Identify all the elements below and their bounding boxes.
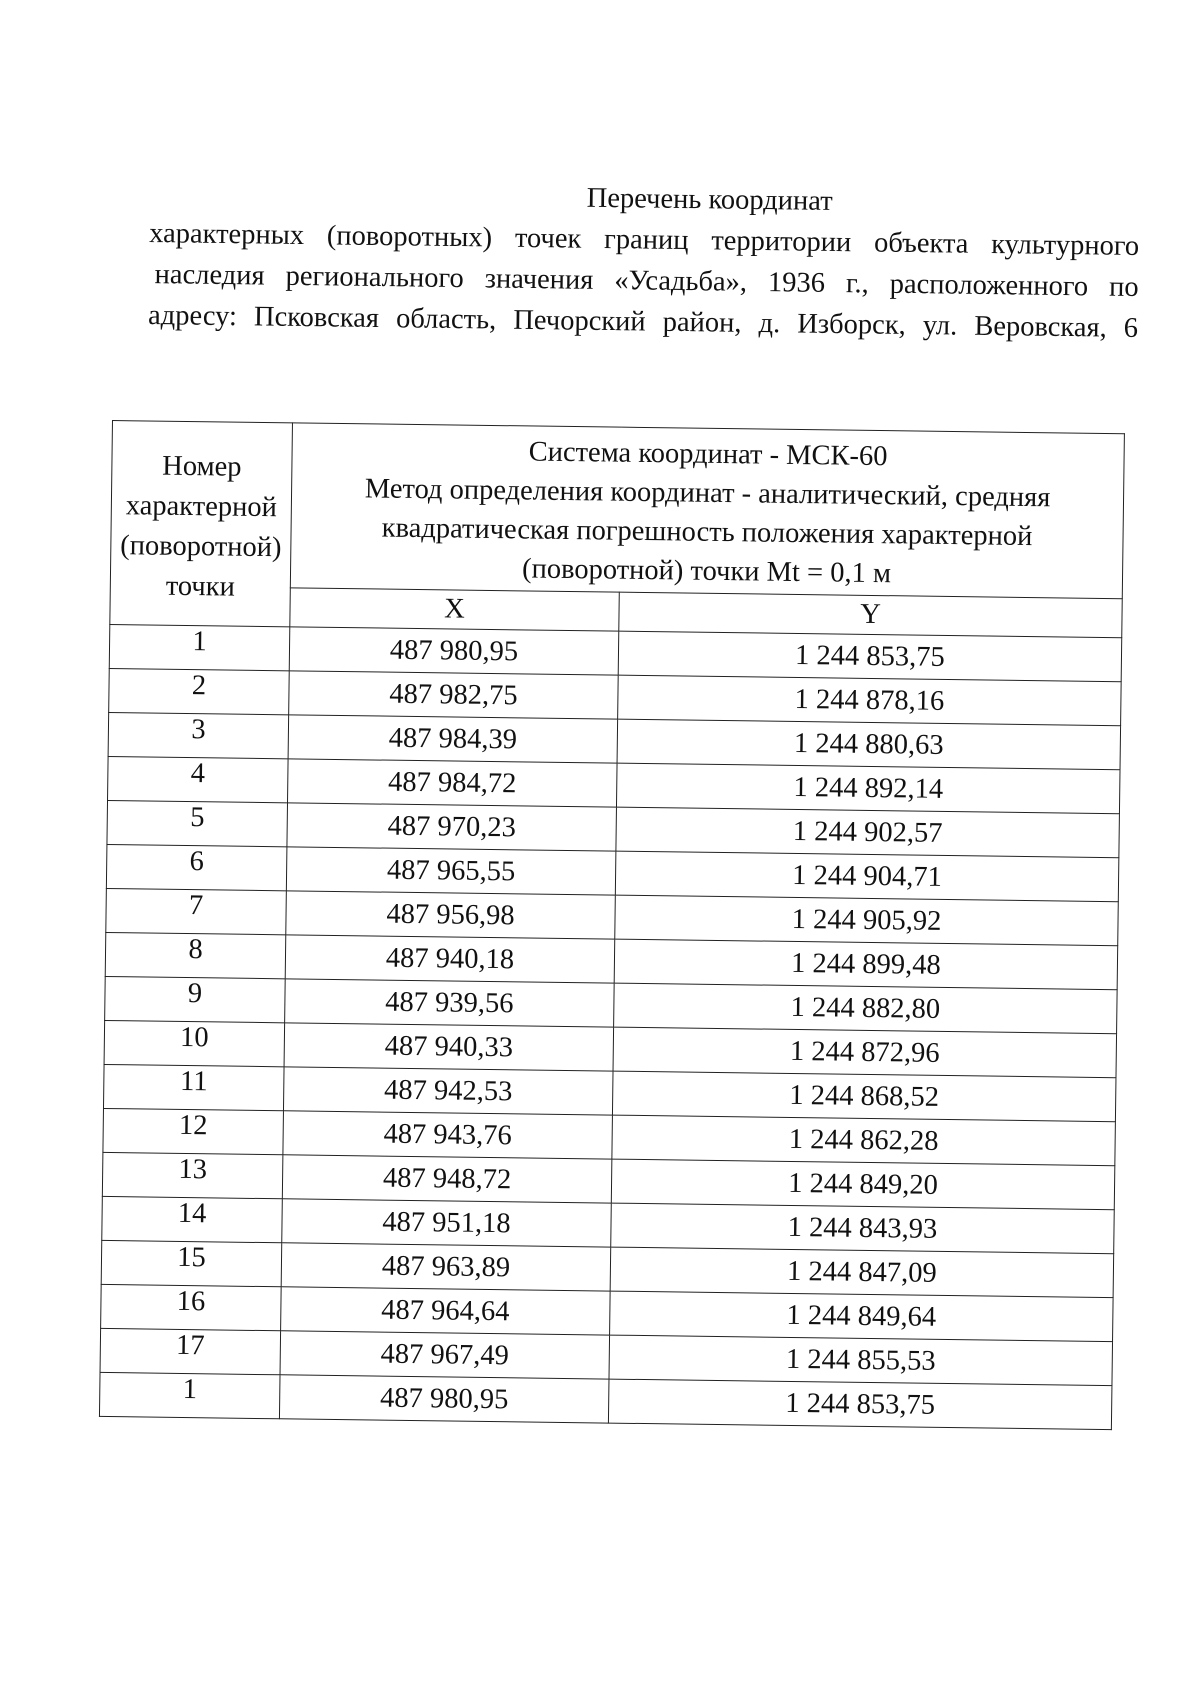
point-number-cell: 8 [105,932,286,978]
point-number-cell: 10 [104,1020,285,1066]
x-coordinate-cell: 487 984,72 [288,759,618,807]
y-coordinate-cell: 1 244 878,16 [618,675,1122,726]
point-number-cell: 3 [108,712,289,758]
coordinates-body [99,624,1121,1429]
x-coordinate-cell: 487 963,89 [281,1243,611,1291]
point-number-cell: 12 [103,1108,284,1154]
title-line-4: адресу: Псковская область, Печорский район, д. Изборск, ул. Веровская, 6 [147,299,1139,344]
x-coordinate-cell: 487 951,18 [282,1199,612,1247]
x-coordinate-cell: 487 967,49 [280,1331,610,1379]
y-coordinate-cell: 1 244 892,14 [616,763,1120,814]
point-number-cell: 14 [102,1196,283,1242]
x-coordinate-cell: 487 980,95 [289,627,619,675]
x-coordinate-cell: 487 964,64 [281,1287,611,1335]
point-number-cell: 1 [99,1372,280,1418]
point-number-cell: 11 [103,1064,284,1110]
x-coordinate-cell: 487 940,18 [285,935,615,983]
x-column-header: X [290,588,619,631]
point-number-cell: 2 [109,668,290,714]
y-coordinate-cell: 1 244 853,75 [608,1379,1112,1430]
y-coordinate-cell: 1 244 882,80 [614,983,1118,1034]
title-line-3: наследия регионального значения «Усадьба», 1936 г., расположенного по [154,259,1139,303]
x-coordinate-cell: 487 942,53 [283,1067,613,1115]
point-number-cell: 9 [105,976,286,1022]
y-coordinate-cell: 1 244 853,75 [618,631,1122,682]
point-number-cell: 16 [101,1284,282,1330]
point-number-cell: 1 [109,624,290,670]
x-coordinate-cell: 487 982,75 [289,671,619,719]
y-coordinate-cell: 1 244 855,53 [609,1335,1113,1386]
y-coordinate-cell: 1 244 899,48 [614,939,1118,990]
x-coordinate-cell: 487 970,23 [287,803,617,851]
x-coordinate-cell: 487 939,56 [285,979,615,1027]
document-title [148,172,1140,349]
y-coordinate-cell: 1 244 905,92 [615,895,1119,946]
coordinates-table [99,420,1125,1430]
point-number-cell: 6 [106,844,287,890]
point-number-cell: 5 [107,800,288,846]
title-line-1: Перечень координат [586,182,833,217]
point-number-cell: 17 [100,1328,281,1374]
y-coordinate-cell: 1 244 849,20 [611,1159,1115,1210]
x-coordinate-cell: 487 956,98 [286,891,616,939]
title-line-2: характерных (поворотных) точек границ территории объекта культурного [148,217,1140,262]
y-coordinate-cell: 1 244 902,57 [616,807,1120,858]
y-coordinate-cell: 1 244 849,64 [610,1291,1114,1342]
y-coordinate-cell: 1 244 847,09 [610,1247,1114,1298]
point-number-header-line: (поворотной) [119,529,282,563]
point-number-header-line: точки [165,570,236,603]
coordinate-system-line: Система координат - МСК-60 [528,436,888,473]
x-coordinate-cell: 487 965,55 [286,847,616,895]
coordinate-system-line: (поворотной) точки Mt = 0,1 м [521,553,892,590]
y-coordinate-cell: 1 244 880,63 [617,719,1121,770]
x-coordinate-cell: 487 948,72 [282,1155,612,1203]
point-number-cell: 7 [106,888,287,934]
y-coordinate-cell: 1 244 843,93 [611,1203,1115,1254]
coordinate-system-line: квадратическая погрешность положения характерной [381,512,1033,553]
y-coordinate-cell: 1 244 862,28 [612,1115,1116,1166]
x-coordinate-cell: 487 980,95 [279,1375,609,1423]
point-number-cell: 13 [102,1152,283,1198]
y-column-header: Y [619,592,1122,638]
y-coordinate-cell: 1 244 868,52 [612,1071,1116,1122]
point-number-header [110,421,293,627]
point-number-header-line: Номер [162,450,242,483]
point-number-cell: 15 [101,1240,282,1286]
x-coordinate-cell: 487 984,39 [288,715,618,763]
coordinate-system-header [290,423,1124,599]
x-coordinate-cell: 487 943,76 [283,1111,613,1159]
x-coordinate-cell: 487 940,33 [284,1023,614,1071]
y-coordinate-cell: 1 244 904,71 [615,851,1119,902]
point-number-cell: 4 [108,756,289,802]
point-number-header-line: характерной [125,489,278,523]
y-coordinate-cell: 1 244 872,96 [613,1027,1117,1078]
coordinate-system-line: Метод определения координат - аналитический, средняя [364,473,1051,514]
